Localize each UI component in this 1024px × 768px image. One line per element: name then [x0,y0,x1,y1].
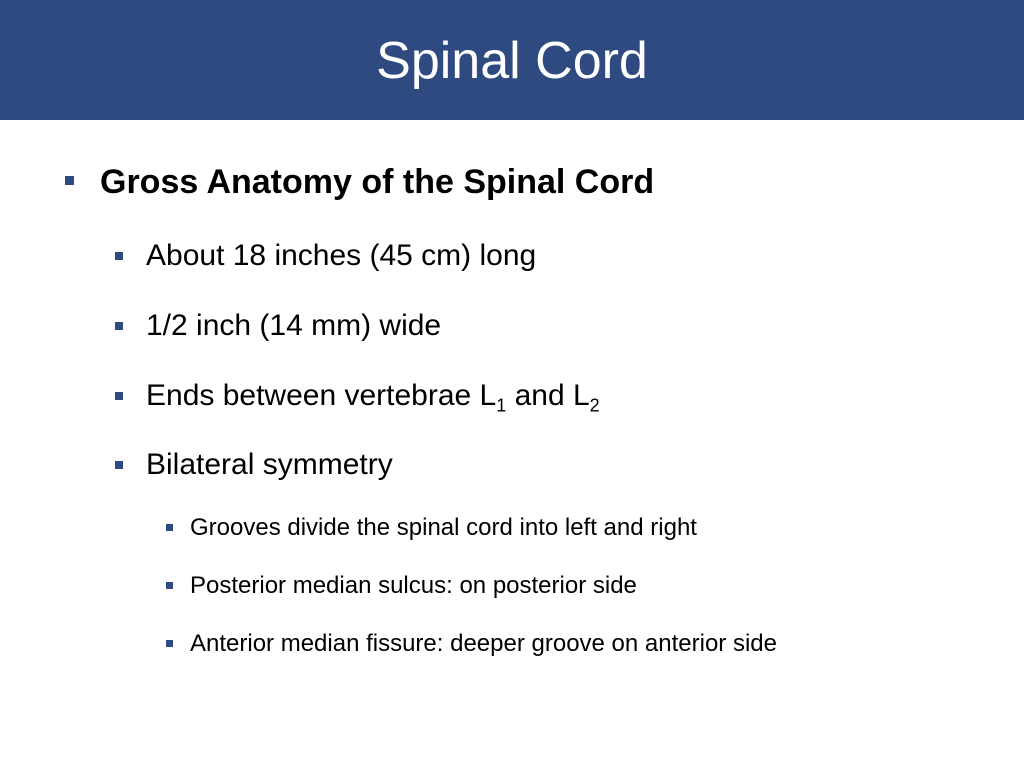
list-item: 1/2 inch (14 mm) wide [146,309,442,342]
list-item: About 18 inches (45 cm) long [146,239,537,272]
vertebrae-text-start: Ends between vertebrae L [146,379,497,412]
bullet-square-icon [115,252,123,260]
vertebrae-text-middle: and L [506,379,590,412]
vertebra-subscript-2: 2 [589,395,600,416]
bullet-square-icon [166,524,173,531]
list-item: Bilateral symmetry [146,448,393,481]
section-heading: Gross Anatomy of the Spinal Cord [100,163,655,201]
bullet-square-icon [115,392,123,400]
vertebra-subscript-1: 1 [496,395,507,416]
sub-list-item: Posterior median sulcus: on posterior side [190,572,637,599]
list-item [146,378,600,414]
sub-list-item: Anterior median fissure: deeper groove on anterior side [190,630,777,657]
bullet-square-icon [166,640,173,647]
bullet-square-icon [115,322,123,330]
slide-title: Spinal Cord [376,32,648,90]
bullet-square-icon [115,461,123,469]
bullet-square-icon [166,582,173,589]
bullet-square-icon [65,176,74,185]
sub-list-item: Grooves divide the spinal cord into left and right [190,514,697,541]
